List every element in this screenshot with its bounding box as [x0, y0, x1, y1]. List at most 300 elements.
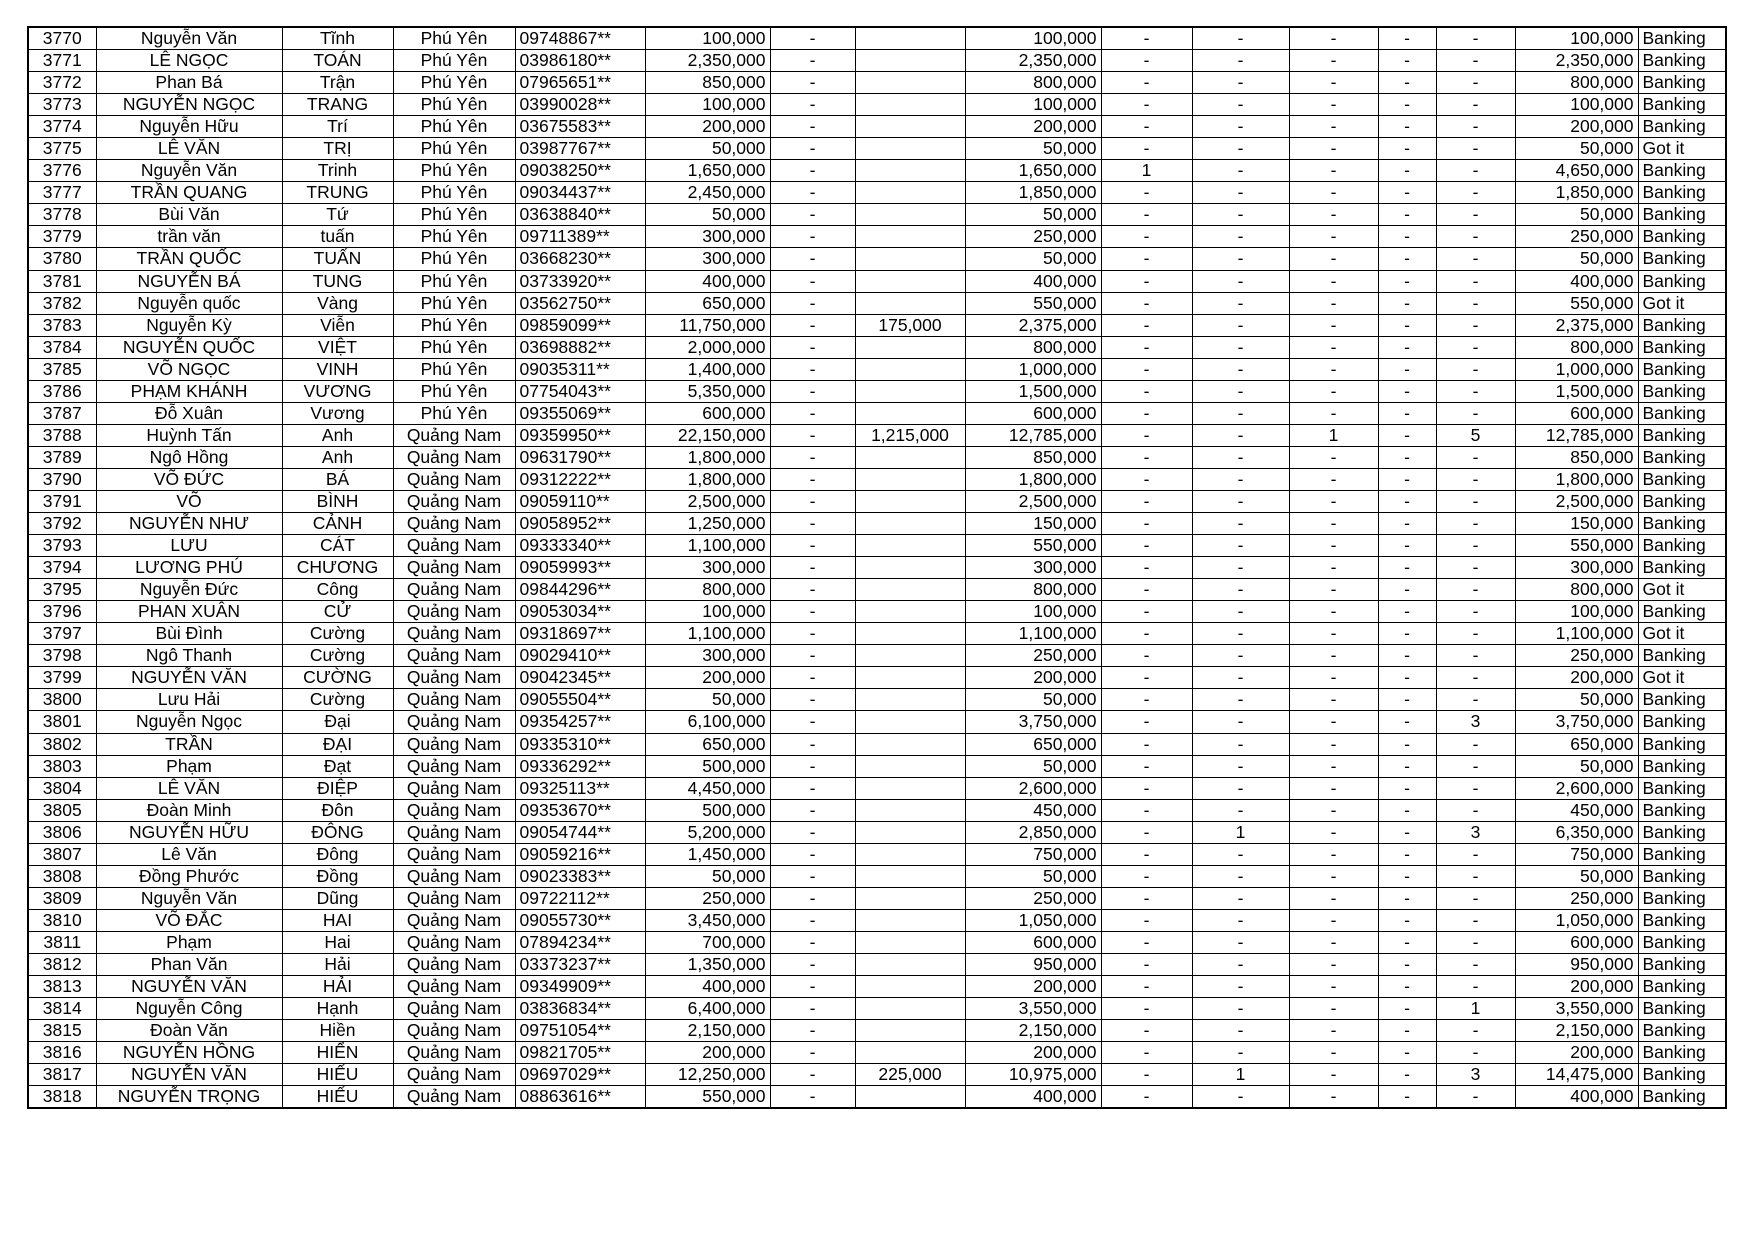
count-e-cell: -: [1436, 314, 1515, 336]
row-number-cell: 3782: [28, 292, 96, 314]
surname-cell: TRẦN QUANG: [96, 182, 282, 204]
deduction-cell: [855, 601, 965, 623]
phone-cell: 03836834**: [515, 998, 645, 1020]
paid-amount-cell: 10,975,000: [965, 1064, 1101, 1086]
phone-cell: 03698882**: [515, 336, 645, 358]
row-number-cell: 3808: [28, 865, 96, 887]
province-cell: Phú Yên: [393, 380, 515, 402]
count-a-cell: -: [1101, 446, 1192, 468]
surname-cell: PHẠM KHÁNH: [96, 380, 282, 402]
table-row: [28, 182, 1726, 204]
total-cell: 50,000: [1515, 204, 1638, 226]
deduction-cell: [855, 94, 965, 116]
method-cell: Banking: [1638, 380, 1726, 402]
dash-cell: -: [770, 226, 855, 248]
province-cell: Phú Yên: [393, 248, 515, 270]
dash-cell: -: [770, 623, 855, 645]
surname-cell: NGUYỄN VĂN: [96, 976, 282, 998]
province-cell: Phú Yên: [393, 160, 515, 182]
count-b-cell: -: [1192, 755, 1289, 777]
row-number-cell: 3805: [28, 799, 96, 821]
table-row: [28, 226, 1726, 248]
total-cell: 3,550,000: [1515, 998, 1638, 1020]
given-name-cell: Vương: [282, 402, 393, 424]
count-b-cell: -: [1192, 226, 1289, 248]
count-b-cell: -: [1192, 777, 1289, 799]
count-e-cell: -: [1436, 94, 1515, 116]
total-cell: 250,000: [1515, 887, 1638, 909]
count-a-cell: -: [1101, 1064, 1192, 1086]
surname-cell: Bùi Đình: [96, 623, 282, 645]
amount-cell: 1,800,000: [645, 468, 770, 490]
given-name-cell: Đồng: [282, 865, 393, 887]
row-number-cell: 3814: [28, 998, 96, 1020]
amount-cell: 1,450,000: [645, 843, 770, 865]
row-number-cell: 3799: [28, 667, 96, 689]
deduction-cell: [855, 116, 965, 138]
amount-cell: 2,350,000: [645, 50, 770, 72]
province-cell: Quảng Nam: [393, 579, 515, 601]
province-cell: Phú Yên: [393, 138, 515, 160]
province-cell: Quảng Nam: [393, 490, 515, 512]
paid-amount-cell: 1,650,000: [965, 160, 1101, 182]
count-d-cell: -: [1378, 557, 1436, 579]
row-number-cell: 3813: [28, 976, 96, 998]
amount-cell: 300,000: [645, 557, 770, 579]
phone-cell: 09054744**: [515, 821, 645, 843]
count-d-cell: -: [1378, 336, 1436, 358]
province-cell: Quảng Nam: [393, 557, 515, 579]
table-row: [28, 468, 1726, 490]
surname-cell: TRẦN QUỐC: [96, 248, 282, 270]
phone-cell: 09354257**: [515, 711, 645, 733]
given-name-cell: TOÁN: [282, 50, 393, 72]
total-cell: 150,000: [1515, 513, 1638, 535]
method-cell: Banking: [1638, 446, 1726, 468]
table-row: [28, 314, 1726, 336]
deduction-cell: [855, 909, 965, 931]
deduction-cell: [855, 490, 965, 512]
amount-cell: 2,150,000: [645, 1020, 770, 1042]
deduction-cell: [855, 887, 965, 909]
paid-amount-cell: 1,050,000: [965, 909, 1101, 931]
count-b-cell: -: [1192, 314, 1289, 336]
count-a-cell: -: [1101, 689, 1192, 711]
total-cell: 400,000: [1515, 270, 1638, 292]
method-cell: Banking: [1638, 711, 1726, 733]
given-name-cell: Hạnh: [282, 998, 393, 1020]
count-e-cell: -: [1436, 601, 1515, 623]
count-d-cell: -: [1378, 490, 1436, 512]
method-cell: Banking: [1638, 424, 1726, 446]
amount-cell: 2,450,000: [645, 182, 770, 204]
paid-amount-cell: 400,000: [965, 1086, 1101, 1109]
count-c-cell: -: [1289, 358, 1378, 380]
phone-cell: 09318697**: [515, 623, 645, 645]
count-a-cell: -: [1101, 998, 1192, 1020]
count-e-cell: -: [1436, 909, 1515, 931]
dash-cell: -: [770, 1064, 855, 1086]
total-cell: 12,785,000: [1515, 424, 1638, 446]
paid-amount-cell: 250,000: [965, 645, 1101, 667]
given-name-cell: ĐẠI: [282, 733, 393, 755]
deduction-cell: [855, 799, 965, 821]
paid-amount-cell: 2,850,000: [965, 821, 1101, 843]
count-d-cell: -: [1378, 402, 1436, 424]
count-b-cell: -: [1192, 1042, 1289, 1064]
surname-cell: NGUYỄN VĂN: [96, 667, 282, 689]
count-e-cell: 5: [1436, 424, 1515, 446]
count-d-cell: -: [1378, 689, 1436, 711]
phone-cell: 03675583**: [515, 116, 645, 138]
paid-amount-cell: 100,000: [965, 27, 1101, 50]
table-row: [28, 27, 1726, 50]
count-c-cell: -: [1289, 270, 1378, 292]
total-cell: 1,050,000: [1515, 909, 1638, 931]
given-name-cell: TRUNG: [282, 182, 393, 204]
table-body: [28, 27, 1726, 1108]
count-d-cell: -: [1378, 733, 1436, 755]
count-b-cell: -: [1192, 248, 1289, 270]
surname-cell: Ngô Thanh: [96, 645, 282, 667]
surname-cell: LƯƠNG PHÚ: [96, 557, 282, 579]
total-cell: 2,375,000: [1515, 314, 1638, 336]
amount-cell: 6,100,000: [645, 711, 770, 733]
count-d-cell: -: [1378, 755, 1436, 777]
phone-cell: 09038250**: [515, 160, 645, 182]
count-b-cell: -: [1192, 557, 1289, 579]
method-cell: Got it: [1638, 623, 1726, 645]
row-number-cell: 3784: [28, 336, 96, 358]
given-name-cell: CÁT: [282, 535, 393, 557]
count-e-cell: -: [1436, 1086, 1515, 1109]
count-c-cell: -: [1289, 843, 1378, 865]
count-c-cell: -: [1289, 579, 1378, 601]
province-cell: Quảng Nam: [393, 1042, 515, 1064]
row-number-cell: 3816: [28, 1042, 96, 1064]
count-a-cell: -: [1101, 887, 1192, 909]
deduction-cell: [855, 27, 965, 50]
province-cell: Quảng Nam: [393, 446, 515, 468]
count-b-cell: -: [1192, 998, 1289, 1020]
table-row: [28, 755, 1726, 777]
given-name-cell: ĐIỆP: [282, 777, 393, 799]
count-d-cell: -: [1378, 138, 1436, 160]
count-e-cell: -: [1436, 248, 1515, 270]
province-cell: Quảng Nam: [393, 733, 515, 755]
table-row: [28, 865, 1726, 887]
table-row: [28, 50, 1726, 72]
row-number-cell: 3791: [28, 490, 96, 512]
phone-cell: 09325113**: [515, 777, 645, 799]
phone-cell: 09355069**: [515, 402, 645, 424]
count-e-cell: -: [1436, 50, 1515, 72]
row-number-cell: 3810: [28, 909, 96, 931]
surname-cell: trần văn: [96, 226, 282, 248]
method-cell: Banking: [1638, 270, 1726, 292]
deduction-cell: [855, 733, 965, 755]
phone-cell: 09042345**: [515, 667, 645, 689]
count-b-cell: -: [1192, 138, 1289, 160]
total-cell: 400,000: [1515, 1086, 1638, 1109]
given-name-cell: Tứ: [282, 204, 393, 226]
surname-cell: Đỗ Xuân: [96, 402, 282, 424]
method-cell: Banking: [1638, 490, 1726, 512]
count-a-cell: -: [1101, 733, 1192, 755]
count-b-cell: -: [1192, 292, 1289, 314]
method-cell: Banking: [1638, 248, 1726, 270]
count-a-cell: -: [1101, 314, 1192, 336]
dash-cell: -: [770, 667, 855, 689]
count-a-cell: -: [1101, 226, 1192, 248]
paid-amount-cell: 750,000: [965, 843, 1101, 865]
deduction-cell: [855, 623, 965, 645]
count-b-cell: 1: [1192, 821, 1289, 843]
surname-cell: Nguyễn Văn: [96, 887, 282, 909]
table-row: [28, 601, 1726, 623]
count-d-cell: -: [1378, 799, 1436, 821]
paid-amount-cell: 3,750,000: [965, 711, 1101, 733]
amount-cell: 800,000: [645, 579, 770, 601]
count-a-cell: -: [1101, 380, 1192, 402]
table-row: [28, 931, 1726, 953]
phone-cell: 03638840**: [515, 204, 645, 226]
amount-cell: 550,000: [645, 1086, 770, 1109]
dash-cell: -: [770, 72, 855, 94]
data-table: [27, 26, 1727, 1109]
row-number-cell: 3804: [28, 777, 96, 799]
count-d-cell: -: [1378, 72, 1436, 94]
surname-cell: LÊ VĂN: [96, 138, 282, 160]
count-e-cell: -: [1436, 931, 1515, 953]
deduction-cell: [855, 468, 965, 490]
province-cell: Quảng Nam: [393, 865, 515, 887]
method-cell: Banking: [1638, 645, 1726, 667]
paid-amount-cell: 2,600,000: [965, 777, 1101, 799]
count-c-cell: -: [1289, 72, 1378, 94]
paid-amount-cell: 100,000: [965, 94, 1101, 116]
count-e-cell: 3: [1436, 711, 1515, 733]
dash-cell: -: [770, 755, 855, 777]
method-cell: Banking: [1638, 160, 1726, 182]
phone-cell: 09058952**: [515, 513, 645, 535]
paid-amount-cell: 600,000: [965, 402, 1101, 424]
method-cell: Banking: [1638, 204, 1726, 226]
surname-cell: Bùi Văn: [96, 204, 282, 226]
count-c-cell: -: [1289, 1086, 1378, 1109]
count-e-cell: -: [1436, 645, 1515, 667]
dash-cell: -: [770, 50, 855, 72]
given-name-cell: HẢI: [282, 976, 393, 998]
deduction-cell: [855, 645, 965, 667]
count-e-cell: -: [1436, 777, 1515, 799]
dash-cell: -: [770, 689, 855, 711]
dash-cell: -: [770, 909, 855, 931]
table-row: [28, 887, 1726, 909]
count-b-cell: -: [1192, 513, 1289, 535]
count-b-cell: -: [1192, 1020, 1289, 1042]
count-e-cell: -: [1436, 270, 1515, 292]
count-e-cell: -: [1436, 380, 1515, 402]
phone-cell: 09055504**: [515, 689, 645, 711]
row-number-cell: 3802: [28, 733, 96, 755]
table-row: [28, 711, 1726, 733]
row-number-cell: 3785: [28, 358, 96, 380]
count-a-cell: -: [1101, 292, 1192, 314]
table-row: [28, 667, 1726, 689]
count-b-cell: -: [1192, 116, 1289, 138]
count-e-cell: -: [1436, 490, 1515, 512]
dash-cell: -: [770, 601, 855, 623]
count-c-cell: -: [1289, 557, 1378, 579]
count-e-cell: -: [1436, 1020, 1515, 1042]
deduction-cell: [855, 1086, 965, 1109]
method-cell: Banking: [1638, 821, 1726, 843]
total-cell: 200,000: [1515, 976, 1638, 998]
dash-cell: -: [770, 314, 855, 336]
given-name-cell: Hai: [282, 931, 393, 953]
paid-amount-cell: 300,000: [965, 557, 1101, 579]
count-b-cell: -: [1192, 799, 1289, 821]
given-name-cell: VIỆT: [282, 336, 393, 358]
given-name-cell: ĐÔNG: [282, 821, 393, 843]
surname-cell: Ngô Hồng: [96, 446, 282, 468]
count-d-cell: -: [1378, 94, 1436, 116]
count-c-cell: -: [1289, 226, 1378, 248]
paid-amount-cell: 200,000: [965, 1042, 1101, 1064]
count-a-cell: -: [1101, 358, 1192, 380]
dash-cell: -: [770, 270, 855, 292]
total-cell: 50,000: [1515, 755, 1638, 777]
total-cell: 600,000: [1515, 402, 1638, 424]
row-number-cell: 3776: [28, 160, 96, 182]
total-cell: 1,100,000: [1515, 623, 1638, 645]
deduction-cell: 1,215,000: [855, 424, 965, 446]
table-row: [28, 1042, 1726, 1064]
given-name-cell: VINH: [282, 358, 393, 380]
count-e-cell: -: [1436, 402, 1515, 424]
amount-cell: 50,000: [645, 689, 770, 711]
given-name-cell: Công: [282, 579, 393, 601]
count-a-cell: -: [1101, 270, 1192, 292]
deduction-cell: [855, 358, 965, 380]
count-a-cell: -: [1101, 799, 1192, 821]
row-number-cell: 3775: [28, 138, 96, 160]
table-row: [28, 358, 1726, 380]
deduction-cell: [855, 160, 965, 182]
amount-cell: 300,000: [645, 226, 770, 248]
count-c-cell: -: [1289, 27, 1378, 50]
table-row: [28, 976, 1726, 998]
count-d-cell: -: [1378, 446, 1436, 468]
count-d-cell: -: [1378, 424, 1436, 446]
dash-cell: -: [770, 248, 855, 270]
method-cell: Got it: [1638, 579, 1726, 601]
method-cell: Banking: [1638, 865, 1726, 887]
given-name-cell: TRANG: [282, 94, 393, 116]
count-e-cell: -: [1436, 953, 1515, 975]
dash-cell: -: [770, 733, 855, 755]
paid-amount-cell: 850,000: [965, 446, 1101, 468]
count-b-cell: -: [1192, 27, 1289, 50]
province-cell: Quảng Nam: [393, 909, 515, 931]
amount-cell: 1,100,000: [645, 535, 770, 557]
count-a-cell: -: [1101, 909, 1192, 931]
province-cell: Quảng Nam: [393, 689, 515, 711]
paid-amount-cell: 2,350,000: [965, 50, 1101, 72]
method-cell: Banking: [1638, 601, 1726, 623]
amount-cell: 22,150,000: [645, 424, 770, 446]
deduction-cell: [855, 777, 965, 799]
amount-cell: 200,000: [645, 667, 770, 689]
table-row: [28, 138, 1726, 160]
count-e-cell: -: [1436, 887, 1515, 909]
method-cell: Banking: [1638, 1064, 1726, 1086]
dash-cell: -: [770, 976, 855, 998]
given-name-cell: TUẤN: [282, 248, 393, 270]
total-cell: 800,000: [1515, 336, 1638, 358]
deduction-cell: [855, 182, 965, 204]
deduction-cell: [855, 270, 965, 292]
count-c-cell: -: [1289, 204, 1378, 226]
deduction-cell: [855, 667, 965, 689]
table-row: [28, 248, 1726, 270]
amount-cell: 250,000: [645, 887, 770, 909]
amount-cell: 1,400,000: [645, 358, 770, 380]
dash-cell: -: [770, 1020, 855, 1042]
total-cell: 200,000: [1515, 116, 1638, 138]
total-cell: 800,000: [1515, 579, 1638, 601]
deduction-cell: [855, 402, 965, 424]
count-a-cell: -: [1101, 72, 1192, 94]
row-number-cell: 3803: [28, 755, 96, 777]
phone-cell: 09034437**: [515, 182, 645, 204]
phone-cell: 03986180**: [515, 50, 645, 72]
dash-cell: -: [770, 557, 855, 579]
count-b-cell: -: [1192, 358, 1289, 380]
table-row: [28, 1020, 1726, 1042]
paid-amount-cell: 1,850,000: [965, 182, 1101, 204]
row-number-cell: 3788: [28, 424, 96, 446]
count-d-cell: -: [1378, 645, 1436, 667]
province-cell: Phú Yên: [393, 358, 515, 380]
surname-cell: LÊ NGỌC: [96, 50, 282, 72]
total-cell: 200,000: [1515, 667, 1638, 689]
table-row: [28, 424, 1726, 446]
total-cell: 100,000: [1515, 27, 1638, 50]
total-cell: 2,350,000: [1515, 50, 1638, 72]
method-cell: Banking: [1638, 72, 1726, 94]
count-d-cell: -: [1378, 182, 1436, 204]
phone-cell: 09349909**: [515, 976, 645, 998]
count-b-cell: -: [1192, 182, 1289, 204]
province-cell: Phú Yên: [393, 50, 515, 72]
amount-cell: 50,000: [645, 204, 770, 226]
given-name-cell: HIẾU: [282, 1086, 393, 1109]
count-a-cell: -: [1101, 402, 1192, 424]
dash-cell: -: [770, 292, 855, 314]
count-d-cell: -: [1378, 1020, 1436, 1042]
row-number-cell: 3796: [28, 601, 96, 623]
total-cell: 550,000: [1515, 292, 1638, 314]
surname-cell: NGUYỄN TRỌNG: [96, 1086, 282, 1109]
count-a-cell: -: [1101, 138, 1192, 160]
count-c-cell: -: [1289, 490, 1378, 512]
paid-amount-cell: 600,000: [965, 931, 1101, 953]
count-c-cell: -: [1289, 689, 1378, 711]
paid-amount-cell: 12,785,000: [965, 424, 1101, 446]
paid-amount-cell: 650,000: [965, 733, 1101, 755]
